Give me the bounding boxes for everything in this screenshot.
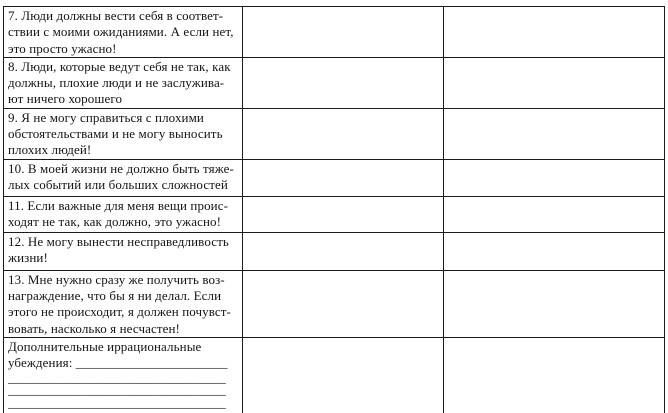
- statement-line: этого не происходит, я должен почувст-: [8, 304, 231, 320]
- row-item-13: [4, 270, 665, 337]
- statement-line: 7. Люди должны вести себя в соответ-: [8, 8, 224, 23]
- statement-cell: [4, 57, 243, 108]
- empty-cell: [243, 108, 444, 159]
- row-item-8: [4, 57, 665, 108]
- blank-underscore-line: _________________________________: [8, 394, 226, 410]
- row-item-7: [4, 7, 665, 58]
- empty-cell: [444, 108, 665, 159]
- statement-line: 9. Я не могу справиться с плохими: [8, 109, 204, 125]
- empty-cell: [444, 196, 665, 232]
- blank-underscore-line: _________________________________: [8, 369, 226, 385]
- statement-line: вовать, насколько я несчастен!: [8, 320, 180, 336]
- empty-cell: [444, 337, 665, 413]
- statement-line: это просто ужасно!: [8, 40, 117, 56]
- statement-cell: [4, 7, 243, 58]
- row-item-11: [4, 196, 665, 232]
- empty-cell: [444, 159, 665, 196]
- blank-underscore-line: _________________________________: [8, 382, 226, 398]
- statement-line: лых событий или больших сложностей: [8, 177, 228, 193]
- statement-line: должны, плохие люди и не заслужива-: [8, 75, 225, 91]
- statement-line: 8. Люди, которые ведут себя не так, как: [8, 58, 231, 74]
- statement-cell: [4, 337, 243, 413]
- empty-cell: [243, 57, 444, 108]
- empty-cell: [243, 7, 444, 58]
- beliefs-table: [3, 6, 665, 413]
- empty-cell: [243, 196, 444, 232]
- statement-line: ходят не так, как должно, это ужасно!: [8, 214, 222, 230]
- statement-cell: [4, 196, 243, 232]
- statement-line: жизни!: [8, 250, 48, 266]
- empty-cell: [444, 232, 665, 270]
- empty-cell: [243, 159, 444, 196]
- statement-cell: [4, 270, 243, 337]
- row-item-10: [4, 159, 665, 196]
- row-item-12: [4, 232, 665, 270]
- statement-line: 10. В моей жизни не должно быть тяже-: [8, 160, 234, 176]
- empty-cell: [243, 270, 444, 337]
- statement-cell: [4, 159, 243, 196]
- statement-cell: [4, 232, 243, 270]
- statement-line: ют ничего хорошего: [8, 91, 123, 107]
- statement-cell: [4, 108, 243, 159]
- statement-line: 12. Не могу вынести несправедливость: [8, 233, 229, 249]
- row-item-9: [4, 108, 665, 159]
- statement-line: 13. Мне нужно сразу же получить воз-: [8, 271, 225, 287]
- empty-cell: [444, 57, 665, 108]
- statement-line: плохих людей!: [8, 142, 92, 158]
- statement-line: ствии с моими ожиданиями. А если нет,: [8, 24, 234, 40]
- statement-line: 11. Если важные для меня вещи проис-: [8, 197, 229, 213]
- empty-cell: [243, 337, 444, 413]
- empty-cell: [444, 270, 665, 337]
- empty-cell: [444, 7, 665, 58]
- empty-cell: [243, 232, 444, 270]
- statement-line: обстоятельствами и не могу выносить: [8, 126, 223, 142]
- statement-line: награждение, что бы я ни делал. Если: [8, 288, 222, 304]
- row-additional-beliefs: [4, 337, 665, 413]
- statement-line: убеждения: _______________________: [8, 355, 228, 371]
- statement-line: Дополнительные иррациональные: [8, 338, 202, 354]
